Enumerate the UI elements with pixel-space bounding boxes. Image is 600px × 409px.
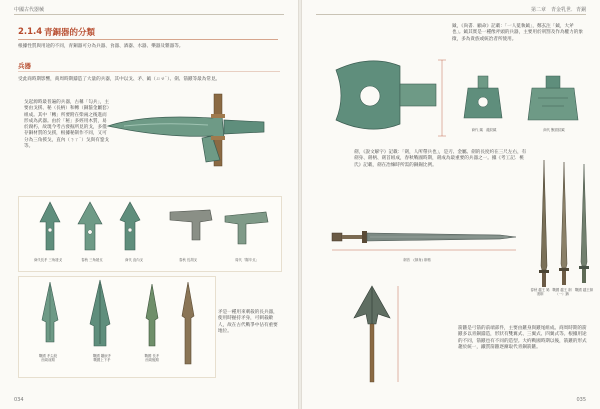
caption-sword-v1: 春秋 越王 鳩淺劍 — [530, 288, 550, 296]
sword-horizontal — [330, 224, 520, 258]
para-weapons: 受此商時期影響，商周時期鑄造了大量的兵器，其中以戈、矛、鉞（ㄩㄝˋ）、劍、箭鏃等最為常見。 — [18, 77, 221, 82]
section-title: 青銅器的分類 — [44, 28, 96, 38]
ge-illustration — [104, 92, 274, 167]
yue-text: 鉞，《尚書．顧命》記載：「一人冕執鉞」，鄭玄注「鉞，大斧也」。鉞其實是一種像斧頭的兵器，主要用於刑罰及作為權力的象徵，多為貴族或統治者所使用。 — [452, 24, 583, 42]
spear-note: 矛是一種用來刺殺的長兵器，使用時握持矛身，可刺殺敵人，故在古代戰爭中佔有重要地位。 — [218, 310, 278, 334]
section-number: 2.1.4 — [18, 27, 43, 37]
caption-ge-5: 周代「賜卒戈」 — [235, 258, 259, 262]
right-page — [302, 0, 600, 409]
left-page — [0, 0, 298, 409]
sword-text: 劍，《說文解字》記載：「劍，人所帶兵也」，是刃、金屬。劍的長度約在三尺左右，有劍身、劍柄、劍首組成，春秋戰國時期，劍成為最重要的兵器之一。據《考工記．桃氏》記載，劍在冶煉時所需的銅錫比例。 — [354, 150, 527, 168]
caption-yue-2: 商代 獸面紋鉞 — [543, 128, 565, 132]
para-ge: 戈起源時最普遍的兵器，古稱「勾兵」，主要由戈援、秘（長柄）和轉（銅箍金屬套）組成。其中「轉」所要附在柴兩之後進而形成為武器。由於「秘」多經用木質，易於腐朽，故現今考古發掘所見的戈，多僅存銅材質的戈援，根據秘制作不同，又可分為三角援戈，直內（ㄋㄚˋ）戈與有銎戈等。 — [24, 100, 109, 150]
caption-ge-3: 商代 直內戈 — [124, 258, 144, 262]
caption-spear-3: 戰國 長矛 西周後期 — [144, 354, 160, 362]
arrowhead-illustration — [344, 284, 414, 392]
swords-vertical — [534, 156, 594, 296]
caption-ge-1: 商代長矛 三角援戈 — [33, 258, 63, 262]
caption-ge-2: 春秋 三角援戈 — [81, 258, 103, 262]
left-running-head: 中國古代器械 — [14, 7, 45, 13]
caption-sword: 劍首 (劍身) 劍格 — [403, 258, 431, 262]
caption-sword-v2: 戰國 越王 劍（一）鑄 — [552, 288, 572, 296]
right-page-number: 035 — [576, 397, 586, 403]
left-page-number: 034 — [14, 397, 24, 403]
arrow-text: 箭鏃是弓箭的前端部件，主要由鏃身與鏃尾組成。商周時期的箭鏃多以青銅鑄造，形狀有雙翼式、三翼式、四翼式等。根據用途的不同，箭鏃也有不同的造型。大約戰國時期以後，箭鏃的形式趨於統一，鐵質箭鏃逐漸取代青銅箭鏃。 — [458, 326, 587, 350]
yue-axe-large — [330, 50, 450, 150]
subheading-rule — [18, 71, 280, 72]
intro-text: 根據性質與用途的不同，青銅器可分為兵器、食器、酒器、水器、樂器及雜器等。 — [18, 44, 184, 49]
ge-variants — [40, 200, 270, 256]
caption-ge-4: 春秋 長胡戈 — [178, 258, 198, 262]
yue-axes-small — [458, 70, 588, 126]
caption-spear-1: 戰國 矛尖段 西周前期 — [38, 354, 58, 362]
header-rule — [14, 14, 284, 15]
header-rule-right — [316, 14, 586, 15]
caption-spear-2: 戰國 鑲嵌矛 戰國上下矛 — [92, 354, 112, 362]
right-running-head: 第二章 青金乳世．青銅 — [530, 7, 586, 13]
section-rule — [18, 39, 278, 40]
caption-yue-1: 商代 鉞 龍紋鉞 — [471, 128, 497, 132]
subheading-weapons: 兵器 — [18, 62, 31, 70]
caption-sword-v3: 戰國 越王劍 — [574, 288, 594, 292]
